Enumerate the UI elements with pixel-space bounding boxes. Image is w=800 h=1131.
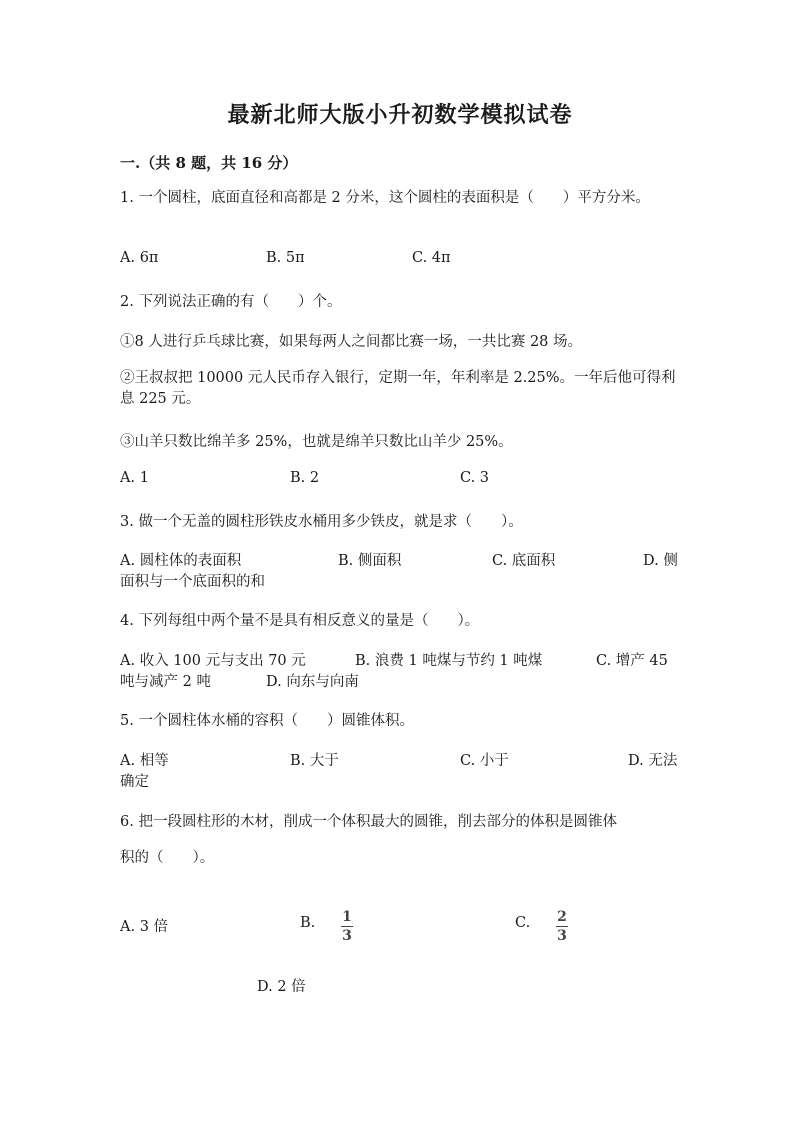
q4-option-a: A. 收入 100 元与支出 70 元 bbox=[120, 653, 306, 669]
q3-option-d-continued: 面积与一个底面积的和 bbox=[120, 574, 265, 590]
q5-option-d: D. 无法 bbox=[628, 753, 678, 769]
q1-option-a: A. 6π bbox=[120, 250, 159, 266]
q2-option-a: A. 1 bbox=[120, 470, 149, 486]
q3-option-d: D. 侧 bbox=[643, 553, 678, 569]
fraction-bar bbox=[556, 926, 568, 927]
q2-statement-1: ①8 人进行乒乓球比赛，如果每两人之间都比赛一场，一共比赛 28 场。 bbox=[120, 334, 583, 350]
q4-option-d: D. 向东与向南 bbox=[266, 674, 359, 690]
fraction-denominator: 3 bbox=[342, 928, 352, 944]
q5-option-d-continued: 确定 bbox=[120, 774, 149, 790]
fraction-bar bbox=[341, 926, 353, 927]
q2-statement-2: ②王叔叔把 10000 元人民币存入银行，定期一年，年利率是 2.25%。一年后他可得利息 225 元。 bbox=[120, 370, 676, 407]
q1-option-b: B. 5π bbox=[266, 250, 305, 266]
q2-option-b: B. 2 bbox=[290, 470, 320, 486]
q6-option-c-label: C. bbox=[515, 915, 531, 931]
q5-option-b: B. 大于 bbox=[290, 753, 339, 769]
fraction-numerator: 2 bbox=[557, 909, 567, 925]
q3-option-c: C. 底面积 bbox=[492, 553, 556, 569]
q6-option-a: A. 3 倍 bbox=[120, 919, 169, 935]
q4-option-c: C. 增产 45 bbox=[596, 653, 668, 669]
q4-option-b: B. 浪费 1 吨煤与节约 1 吨煤 bbox=[355, 653, 543, 669]
q6-option-c-fraction bbox=[556, 909, 568, 944]
q6-option-d: D. 2 倍 bbox=[257, 979, 306, 995]
q4-option-c-continued: 吨与减产 2 吨 bbox=[120, 674, 211, 690]
question-6-stem: 6. 把一段圆柱形的木材，削成一个体积最大的圆锥，削去部分的体积是圆锥体 bbox=[120, 814, 617, 830]
question-5-stem: 5. 一个圆柱体水桶的容积（ ）圆锥体积。 bbox=[120, 713, 414, 729]
q6-option-b-label: B. bbox=[300, 915, 316, 931]
q2-option-c: C. 3 bbox=[460, 470, 490, 486]
q2-statement-3: ③山羊只数比绵羊多 25%，也就是绵羊只数比山羊少 25%。 bbox=[120, 434, 513, 450]
page-title: 最新北师大版小升初数学模拟试卷 bbox=[227, 102, 573, 128]
q5-option-a: A. 相等 bbox=[120, 753, 169, 769]
q3-option-b: B. 侧面积 bbox=[338, 553, 402, 569]
question-1-stem: 1. 一个圆柱，底面直径和高都是 2 分米，这个圆柱的表面积是（ ）平方分米。 bbox=[120, 190, 650, 206]
fraction-denominator: 3 bbox=[557, 928, 567, 944]
fraction-numerator: 1 bbox=[342, 909, 352, 925]
q3-option-a: A. 圆柱体的表面积 bbox=[120, 553, 242, 569]
question-2-stem: 2. 下列说法正确的有（ ）个。 bbox=[120, 294, 342, 310]
q5-option-c: C. 小于 bbox=[460, 753, 509, 769]
section-heading: 一.（共 8 题，共 16 分） bbox=[120, 154, 298, 172]
question-4-stem: 4. 下列每组中两个量不是具有相反意义的量是（ ）。 bbox=[120, 613, 480, 629]
q1-option-c: C. 4π bbox=[412, 250, 451, 266]
q6-option-b-fraction bbox=[341, 909, 353, 944]
question-6-stem-continued: 积的（ ）。 bbox=[120, 850, 215, 866]
question-3-stem: 3. 做一个无盖的圆柱形铁皮水桶用多少铁皮，就是求（ ）。 bbox=[120, 514, 523, 530]
